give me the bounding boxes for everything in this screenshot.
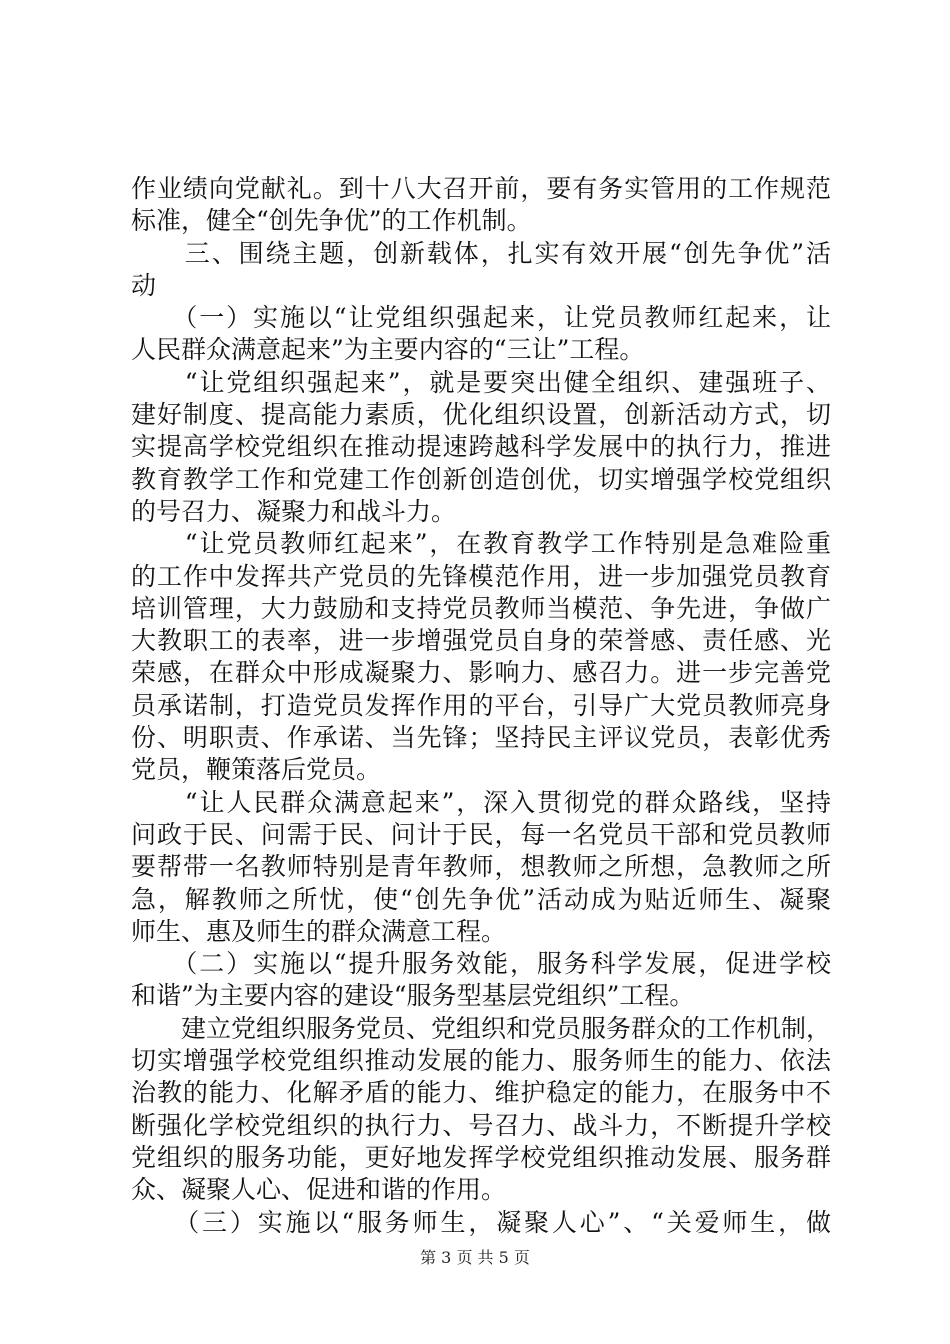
text-line: 切实增强学校党组织推动发展的能力、服务师生的能力、依法	[131, 1046, 831, 1076]
document-body	[131, 173, 831, 1239]
text-line: 员承诺制，打造党员发挥作用的平台，引导广大党员教师亮身	[131, 690, 831, 720]
text-line: 急，解教师之所忧，使“创先争优”活动成为贴近师生、凝聚	[131, 884, 831, 914]
text-line: 建好制度、提高能力素质，优化组织设置，创新活动方式，切	[131, 400, 831, 430]
text-line: （一）实施以“让党组织强起来，让党员教师红起来，让	[131, 303, 831, 333]
text-line: 荣感，在群众中形成凝聚力、影响力、感召力。进一步完善党	[131, 658, 831, 688]
text-line: 党组织的服务功能，更好地发挥学校党组织推动发展、服务群	[131, 1142, 831, 1172]
text-line: 培训管理，大力鼓励和支持党员教师当模范、争先进，争做广	[131, 593, 831, 623]
text-line: 断强化学校党组织的执行力、号召力、战斗力，不断提升学校	[131, 1110, 831, 1140]
text-line: 人民群众满意起来”为主要内容的“三让”工程。	[131, 335, 645, 365]
text-line: 大教职工的表率，进一步增强党员自身的荣誉感、责任感、光	[131, 626, 831, 656]
text-line: （三）实施以“服务师生，凝聚人心”、“关爱师生，做	[131, 1207, 831, 1237]
text-line: “让党组织强起来”，就是要突出健全组织、建强班子、	[131, 367, 831, 397]
text-line: 份、明职责、作承诺、当先锋；坚持民主评议党员，表彰优秀	[131, 723, 831, 753]
text-line: “让人民群众满意起来”，深入贯彻党的群众路线，坚持	[131, 787, 831, 817]
text-line: 问政于民、问需于民、问计于民，每一名党员干部和党员教师	[131, 819, 831, 849]
text-line: “让党员教师红起来”，在教育教学工作特别是急难险重	[131, 529, 831, 559]
text-line: 教育教学工作和党建工作创新创造创优，切实增强学校党组织	[131, 464, 831, 494]
text-line: 实提高学校党组织在推动提速跨越科学发展中的执行力，推进	[131, 432, 831, 462]
text-line: （二）实施以“提升服务效能，服务科学发展，促进学校	[131, 949, 831, 979]
text-line: 和谐”为主要内容的建设“服务型基层党组织”工程。	[131, 981, 695, 1011]
page-footer: 第 3 页 共 5 页	[420, 1248, 530, 1267]
text-line: 动	[131, 270, 157, 300]
text-line: 众、凝聚人心、促进和谐的作用。	[131, 1175, 507, 1205]
text-line: 建立党组织服务党员、党组织和党员服务群众的工作机制，	[131, 1013, 831, 1043]
text-line: 三、围绕主题，创新载体，扎实有效开展“创先争优”活	[131, 238, 831, 268]
text-line: 师生、惠及师生的群众满意工程。	[131, 916, 507, 946]
text-line: 的号召力、凝聚力和战斗力。	[131, 496, 457, 526]
text-line: 标准，健全“创先争优”的工作机制。	[131, 206, 532, 236]
text-line: 作业绩向党献礼。到十八大召开前，要有务实管用的工作规范	[131, 174, 831, 203]
text-line: 要帮带一名教师特别是青年教师，想教师之所想，急教师之所	[131, 852, 831, 882]
text-line: 的工作中发挥共产党员的先锋模范作用，进一步加强党员教育	[131, 561, 831, 591]
text-line: 治教的能力、化解矛盾的能力、维护稳定的能力，在服务中不	[131, 1078, 831, 1108]
text-line: 党员，鞭策落后党员。	[131, 755, 382, 785]
